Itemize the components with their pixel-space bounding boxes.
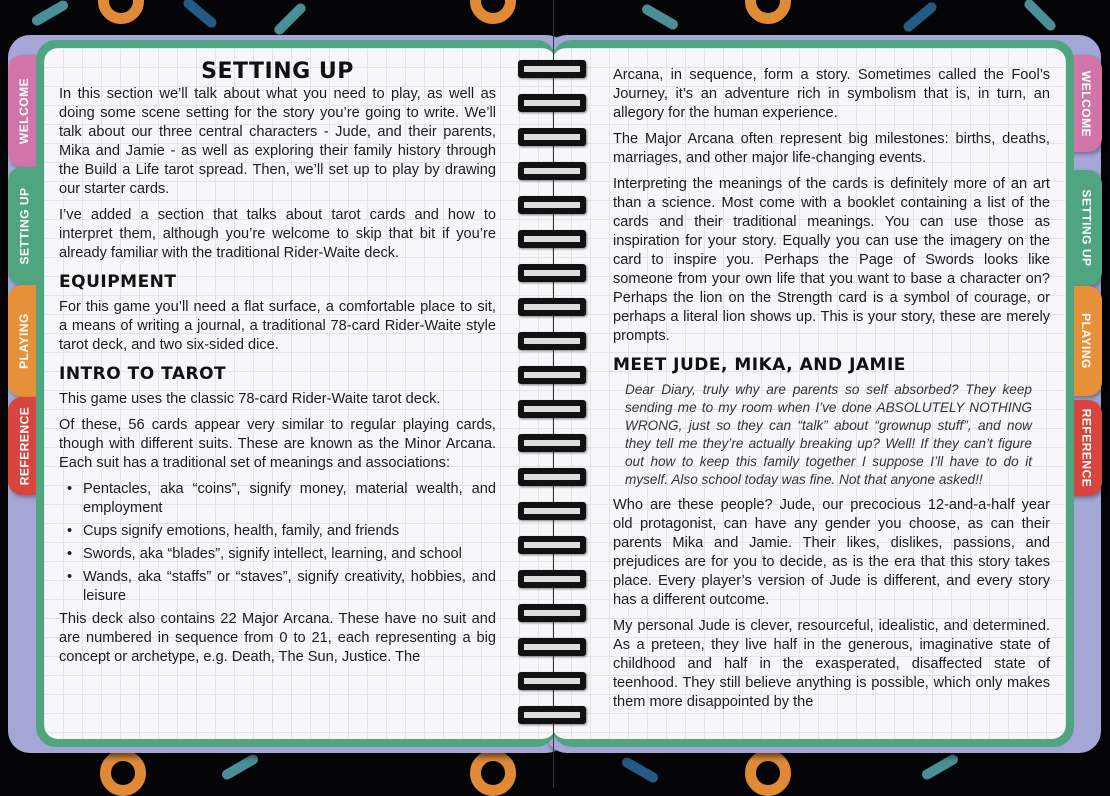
spiral-coil bbox=[518, 604, 586, 622]
spiral-coil bbox=[518, 162, 586, 180]
paragraph: The Major Arcana often represent big milestones: births, deaths, marriages, and other major life-changing events. bbox=[613, 131, 1050, 166]
squiggle-decoration bbox=[901, 0, 938, 33]
book-spine bbox=[553, 0, 554, 788]
section-heading-equipment: EQUIPMENT bbox=[59, 272, 177, 292]
list-item: • Pentacles, aka “coins”, signify money, material wealth, and employment bbox=[59, 480, 496, 518]
paragraph: My personal Jude is clever, resourceful, idealistic, and determined. As a preteen, they live half in the generous, imaginative state of childhood and half in the exasperated, disaffected state of teenhood. They still believe anything is possible, which only makes them more disappointed by the bbox=[613, 618, 1050, 710]
squiggle-decoration bbox=[30, 0, 70, 27]
ring-decoration bbox=[98, 0, 144, 24]
tab-setting-up-right[interactable] bbox=[1070, 170, 1102, 286]
spiral-coil bbox=[518, 264, 586, 282]
paragraph: Of these, 56 cards appear very similar to regular playing cards, though with different suits. These are known as the Minor Arcana. Each suit has a traditional set of meanings and associations: bbox=[59, 417, 496, 471]
list-item: • Cups signify emotions, health, family, and friends bbox=[59, 522, 496, 541]
squiggle-decoration bbox=[220, 753, 260, 782]
tab-playing-right[interactable] bbox=[1070, 286, 1102, 396]
ring-decoration bbox=[470, 750, 516, 796]
ring-decoration bbox=[745, 750, 791, 796]
list-item: • Swords, aka “blades”, signify intellect, learning, and school bbox=[59, 545, 496, 564]
spiral-coil bbox=[518, 94, 586, 112]
spiral-coil bbox=[518, 366, 586, 384]
spiral-coil bbox=[518, 230, 586, 248]
tab-label: PLAYING bbox=[1079, 313, 1093, 369]
spiral-coil bbox=[518, 60, 586, 78]
paragraph: Who are these people? Jude, our precocious 12-and-a-half year old protagonist, can have any gender you choose, as can their parents Mika and Jamie. Their likes, dislikes, passions, and prejudices are for you to decide, as is the era that this story takes place. Every player’s version of Jude is different, and every story has a different outcome. bbox=[613, 497, 1050, 608]
spiral-coil bbox=[518, 298, 586, 316]
tab-label: WELCOME bbox=[17, 77, 32, 145]
section-heading-intro-to-tarot: INTRO TO TAROT bbox=[59, 364, 227, 384]
spiral-coil bbox=[518, 400, 586, 418]
spiral-coil bbox=[518, 706, 586, 724]
section-heading-meet-jude: MEET JUDE, MIKA, AND JAMIE bbox=[613, 355, 906, 375]
squiggle-decoration bbox=[920, 753, 960, 782]
spiral-coil bbox=[518, 468, 586, 486]
tab-label: REFERENCE bbox=[1079, 408, 1094, 488]
tab-label: PLAYING bbox=[17, 313, 31, 369]
tab-label: SETTING UP bbox=[17, 187, 32, 265]
spiral-coil bbox=[518, 128, 586, 146]
ring-decoration bbox=[100, 750, 146, 796]
squiggle-decoration bbox=[620, 756, 660, 785]
list-item: • Wands, aka “staffs” or “staves”, signify creativity, hobbies, and leisure bbox=[59, 568, 496, 606]
spiral-coil bbox=[518, 672, 586, 690]
ring-decoration bbox=[470, 0, 516, 24]
paragraph: I’ve added a section that talks about tarot cards and how to interpret them, although you’re welcome to skip that bit if you’re already familiar with the traditional Rider-Waite deck. bbox=[59, 207, 496, 261]
paragraph: This deck also contains 22 Major Arcana. These have no suit and are numbered in sequence from 0 to 21, each representing a big concept or archetype, e.g. Death, The Sun, Justice. The bbox=[59, 611, 496, 665]
spiral-coil bbox=[518, 570, 586, 588]
paragraph: For this game you’ll need a flat surface, a comfortable place to sit, a means of writing a journal, a traditional 78-card Rider-Waite style tarot deck, and two six-sided dice. bbox=[59, 299, 496, 353]
spiral-coil bbox=[518, 638, 586, 656]
squiggle-decoration bbox=[1022, 0, 1057, 33]
spiral-coil bbox=[518, 502, 586, 520]
paragraph: Interpreting the meanings of the cards is definitely more of an art than a science. Most come with a booklet containing a list of the cards and their traditional meanings. You can use those as inspiration for your story. Equally you can use the imagery on the card to inspire you. Perhaps the Page of Swords looks like someone from your own life that you want to base a character on? Perhaps the lion on the Strength card is a symbol of courage, or perhaps a literal lion shows up. This is your story, these are merely prompts. bbox=[613, 176, 1050, 344]
spiral-coil bbox=[518, 332, 586, 350]
tab-welcome-right[interactable] bbox=[1070, 55, 1102, 152]
squiggle-decoration bbox=[640, 3, 680, 32]
tab-reference-right[interactable] bbox=[1070, 400, 1102, 496]
diary-quote: Dear Diary, truly why are parents so self absorbed? They keep sending me to my room when I’ve done ABSOLUTELY NOTHING WRONG, just so they can “talk” about “grownup stuff”, and now they tell me they’re actually breaking up? Well! If they can’t figure out how to keep this family together I suppose I’ll have to do it myself. Also school today was fine. Not that anyone asked!! bbox=[625, 382, 1032, 487]
spiral-coil bbox=[518, 434, 586, 452]
paragraph: This game uses the classic 78-card Rider-Waite tarot deck. bbox=[59, 391, 441, 407]
spiral-coil bbox=[518, 196, 586, 214]
paragraph: In this section we’ll talk about what you need to play, as well as doing some scene setting for the story you’re going to write. We’ll talk about our three central characters - Jude, and their parents, Mika and Jamie - as well as exploring their family history through the Build a Life tarot spread. Then, we’ll set up to play by drawing our starter cards. bbox=[59, 86, 496, 197]
squiggle-decoration bbox=[272, 1, 307, 36]
tab-label: WELCOME bbox=[1079, 70, 1094, 137]
ring-decoration bbox=[745, 0, 791, 24]
squiggle-decoration bbox=[181, 0, 218, 30]
tab-label: SETTING UP bbox=[1079, 189, 1094, 267]
tab-label: REFERENCE bbox=[17, 406, 32, 486]
left-column bbox=[59, 58, 496, 674]
right-column bbox=[613, 66, 1050, 719]
page-title: SETTING UP bbox=[201, 59, 354, 84]
spiral-coil bbox=[518, 536, 586, 554]
paragraph: Arcana, in sequence, form a story. Sometimes called the Fool’s Journey, it’s an adventure rich in symbolism that is, in turn, an allegory for the human experience. bbox=[613, 67, 1050, 121]
suits-list bbox=[59, 480, 496, 606]
